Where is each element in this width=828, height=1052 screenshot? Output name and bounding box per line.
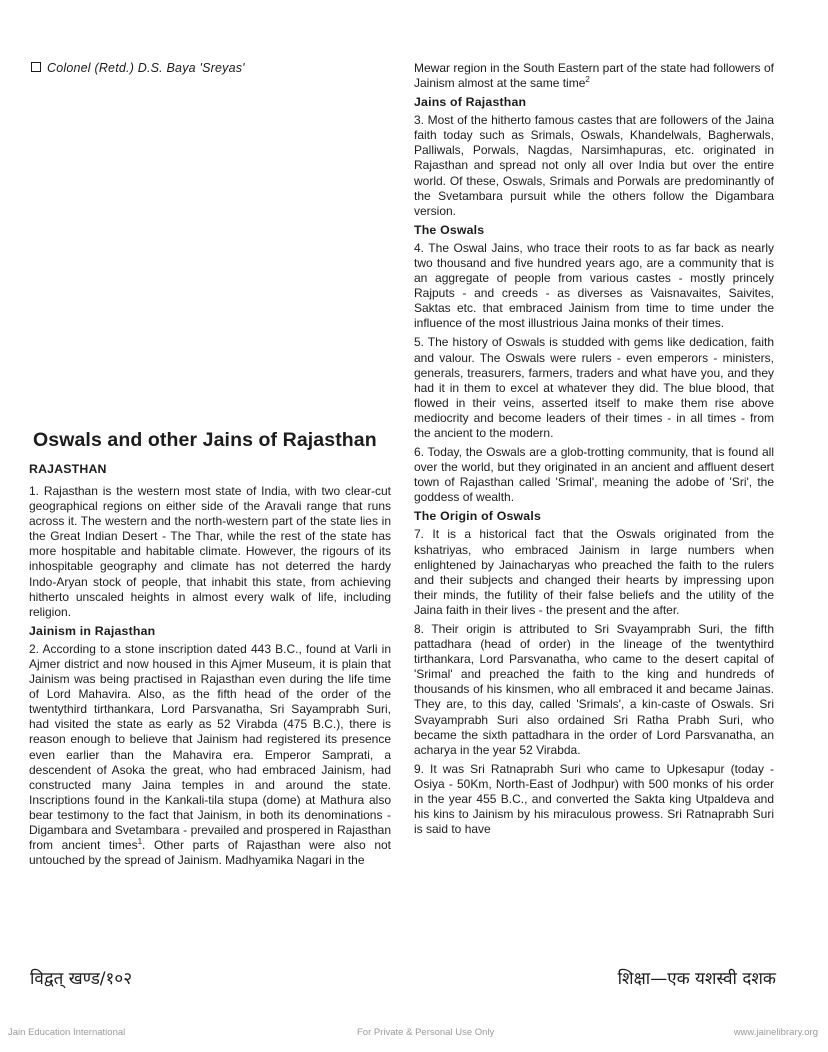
heading-jainism-in-rajasthan: Jainism in Rajasthan	[29, 623, 156, 638]
paragraph-9: 9. It was Sri Ratnaprabh Suri who came to Upkesapur (today - Osiya - 50Km, North-East of Jodhpur) with 500 monks of his order in the year 455 B.C., and converted the Sakta king Utpaldeva and his kins to Jainism by his miraculous prowess. Sri Ratnaprabh Suri is said to have	[414, 761, 774, 837]
footer-left-hindi: विद्वत् खण्ड/१०२	[30, 969, 133, 989]
footer-right-hindi: शिक्षा—एक यशस्वी दशक	[617, 969, 776, 989]
footnote-ref-2: 2	[585, 75, 590, 85]
paragraph-1: 1. Rajasthan is the western most state of India, with two clear-cut geographical regions on either side of the Aravali range that runs across it. The western and the north-western part of the state lies in the Great Indian Desert - The Thar, while the rest of the state has more hospitable and habitable climate. However, the rigours of its inhospitable geography and climate has not deterred the hardy Indo-Aryan stock of people, that inhabit this state, from achieving hitherto unscaled heights in almost every walk of life, including religion.	[29, 484, 391, 619]
paragraph-6: 6. Today, the Oswals are a glob-trotting community, that is found all over the world, but they originated in an ancient and affluent desert town of Rajasthan called 'Srimal', meaning the adobe of 'Sri', the goddess of wealth.	[414, 445, 774, 505]
paragraph-5: 5. The history of Oswals is studded with gems like dedication, faith and valour. The Oswals were rulers - even emperors - ministers, generals, treasurers, farmers, traders and what have you, and they had it in them to excel at whatever they did. The blue blood, that flowed in their veins, asserted itself to make them rise above mediocrity and become leaders of their times - in all times - from the ancient to the modern.	[414, 335, 774, 440]
paragraph-3: 3. Most of the hitherto famous castes that are followers of the Jaina faith today such as Srimals, Oswals, Khandelwals, Bagherwals, Palliwals, Porwals, Nagdas, Narsimhapuras, etc. originated in Rajasthan and spread not only all over India but over the entire world. Of these, Oswals, Srimals and Porwals are predominantly of the Svetambara pursuit while the others follow the Digambara version.	[414, 113, 774, 218]
paragraph-2-text: 2. According to a stone inscription dated 443 B.C., found at Varli in Ajmer district and now housed in this Ajmer Museum, it is plain that Jainism was being practised in Rajasthan even during the life time of Lord Mahavira. Also, as the fifth head of the order of the twentythird tirthankara, Lord Parsvanatha, Sri Sayamprabh Suri, had visited the state as early as 52 Virabda (475 B.C.), there is reason enough to believe that Jainism had registered its presence even earlier than the Mahavira era. Emperor Samprati, a descendent of Asoka the great, who had embraced Jainism, had constructed many Jaina temples in and around the state. Inscriptions found in the Kankali-tila stupa (dome) at Mathura also bear testimony to the fact that Jainism, in both its denominations - Digambara and Svetambara - prevailed and prospered in Rajasthan from ancient times	[29, 641, 391, 853]
right-column	[414, 61, 774, 841]
paragraph-continued-text: Mewar region in the South Eastern part of the state had followers of Jainism almost at the same time	[414, 61, 774, 91]
footer-website-link[interactable]: www.jainelibrary.org	[733, 1027, 818, 1038]
checkbox-icon	[31, 62, 41, 72]
article-title: Oswals and other Jains of Rajasthan	[33, 429, 377, 451]
left-column	[29, 462, 391, 872]
heading-rajasthan: RAJASTHAN	[29, 462, 107, 476]
heading-origin-of-oswals: The Origin of Oswals	[414, 509, 541, 524]
heading-the-oswals: The Oswals	[414, 222, 485, 237]
paragraph-8: 8. Their origin is attributed to Sri Svayamprabh Suri, the fifth pattadhara (head of order) in the lineage of the twentythird tirthankara, Lord Parsvanatha, who came to the desert capital of 'Srimal' and preached the faith to the king and hundreds of thousands of his kinsmen, who all embraced it and became Jainas. They are, to this day, called 'Srimals', a kin-caste of Oswals. Sri Svayamprabh Suri also ordained Sri Ratha Prabh Suri, who became the sixth pattadhara in the order of Lord Parsvanatha, an acharya in the year 52 Virabda.	[414, 622, 774, 757]
author-line	[31, 61, 245, 75]
heading-jains-of-rajasthan: Jains of Rajasthan	[414, 95, 527, 110]
footer-publisher: Jain Education International	[8, 1027, 126, 1038]
paragraph-2-end: . Other parts of Rajasthan were also not untouched by the spread of Jainism. Madhyamika Nagari in the	[29, 838, 391, 868]
footnote-ref-1: 1	[137, 837, 143, 847]
footer-usage-note: For Private & Personal Use Only	[357, 1027, 495, 1038]
author-name: Colonel (Retd.) D.S. Baya 'Sreyas'	[47, 61, 245, 75]
paragraph-4: 4. The Oswal Jains, who trace their roots to as far back as nearly two thousand and five hundred years ago, are a community that is an aggregate of people from various castes - mostly princely Rajputs - and creeds - as diverses as Vaisnavaites, Saivites, Saktas etc. that embraced Jainism from time to time under the influence of the most illustrious Jaina monks of their times.	[414, 240, 774, 331]
paragraph-2	[29, 642, 391, 868]
paragraph-continued	[414, 61, 774, 91]
paragraph-7: 7. It is a historical fact that the Oswals originated from the kshatriyas, who embraced Jainism in large numbers when enlightened by Jainacharyas who preached the faith to the rulers and their subjects and changed their hearts by impressing upon their minds, the futility of their false beliefs and the utility of the Jaina faith in their lives - the present and the after.	[414, 527, 774, 617]
